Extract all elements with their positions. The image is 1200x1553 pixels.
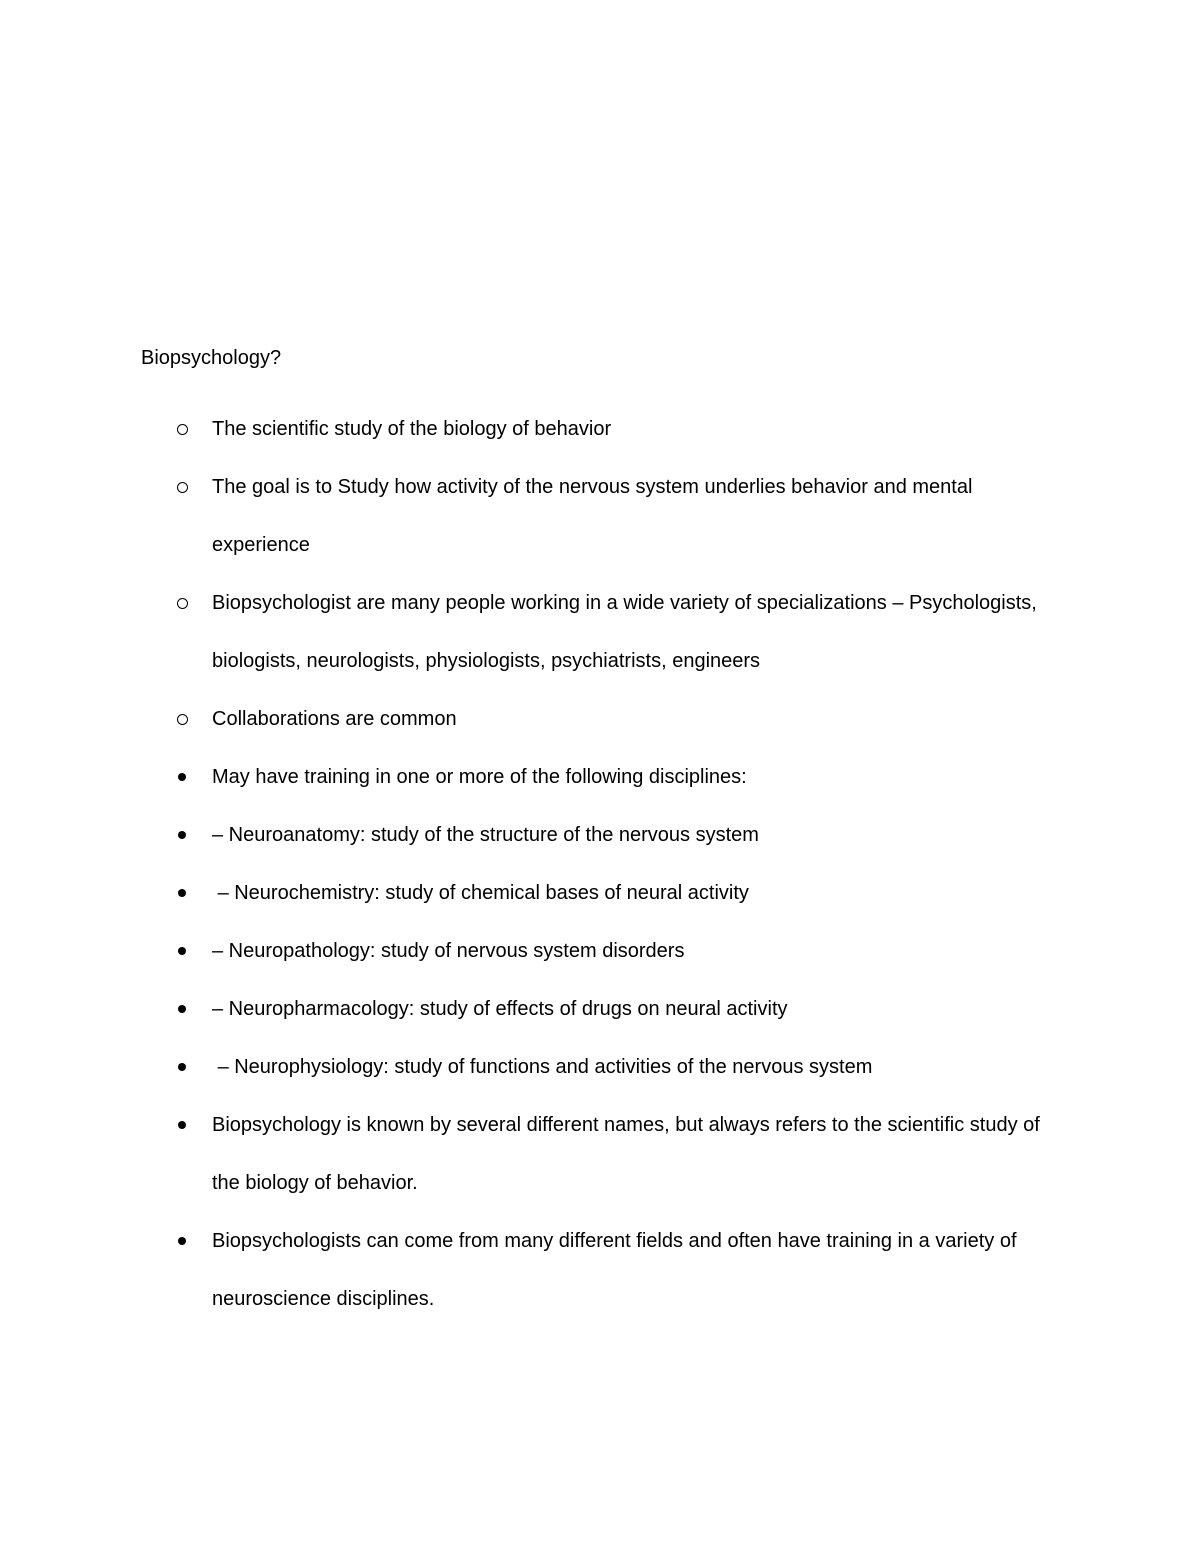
list-item: [0, 922, 1058, 980]
dot-bullet-icon: [172, 806, 192, 864]
list-item-text: – Neuroanatomy: study of the structure of the nervous system: [212, 824, 759, 846]
dot-bullet-icon: [172, 748, 192, 806]
list-item-text: May have training in one or more of the following disciplines:: [212, 766, 747, 788]
list-item-text: – Neuropathology: study of nervous system disorders: [212, 940, 685, 962]
circle-bullet-icon: [172, 690, 192, 748]
dot-bullet-icon: [172, 1212, 192, 1270]
list-item-text: Collaborations are common: [212, 708, 457, 730]
bullet-list: [0, 400, 1200, 1328]
list-item: [0, 1038, 1058, 1096]
list-item: [0, 574, 1058, 690]
list-item: [0, 458, 1058, 574]
dot-bullet-icon: [172, 980, 192, 1038]
circle-bullet-icon: [172, 458, 192, 516]
list-item: [0, 1096, 1058, 1212]
list-item-text: – Neurochemistry: study of chemical bases of neural activity: [212, 882, 749, 904]
list-item-text: Biopsychologists can come from many different fields and often have training in a variety of neuroscience disciplines.: [212, 1230, 1023, 1310]
document-heading: Biopsychology?: [141, 347, 282, 369]
dot-bullet-icon: [172, 1096, 192, 1154]
list-item: [0, 748, 1058, 806]
list-item: [0, 400, 1058, 458]
dot-bullet-icon: [172, 922, 192, 980]
list-item: [0, 690, 1058, 748]
dot-bullet-icon: [172, 1038, 192, 1096]
circle-bullet-icon: [172, 574, 192, 632]
list-item: [0, 980, 1058, 1038]
list-item-text: Biopsychologist are many people working in a wide variety of specializations – Psychologists, biologists, neurologists, physiologists, psychiatrists, engineers: [212, 592, 1043, 672]
list-item: [0, 806, 1058, 864]
list-item-text: – Neurophysiology: study of functions and activities of the nervous system: [212, 1056, 873, 1078]
list-item-text: The goal is to Study how activity of the nervous system underlies behavior and mental experience: [212, 476, 978, 556]
list-item: [0, 1212, 1058, 1328]
circle-bullet-icon: [172, 400, 192, 458]
list-item: [0, 864, 1058, 922]
dot-bullet-icon: [172, 864, 192, 922]
list-item-text: The scientific study of the biology of behavior: [212, 418, 612, 440]
list-item-text: Biopsychology is known by several different names, but always refers to the scientific study of the biology of behavior.: [212, 1114, 1046, 1194]
list-item-text: – Neuropharmacology: study of effects of drugs on neural activity: [212, 998, 788, 1020]
